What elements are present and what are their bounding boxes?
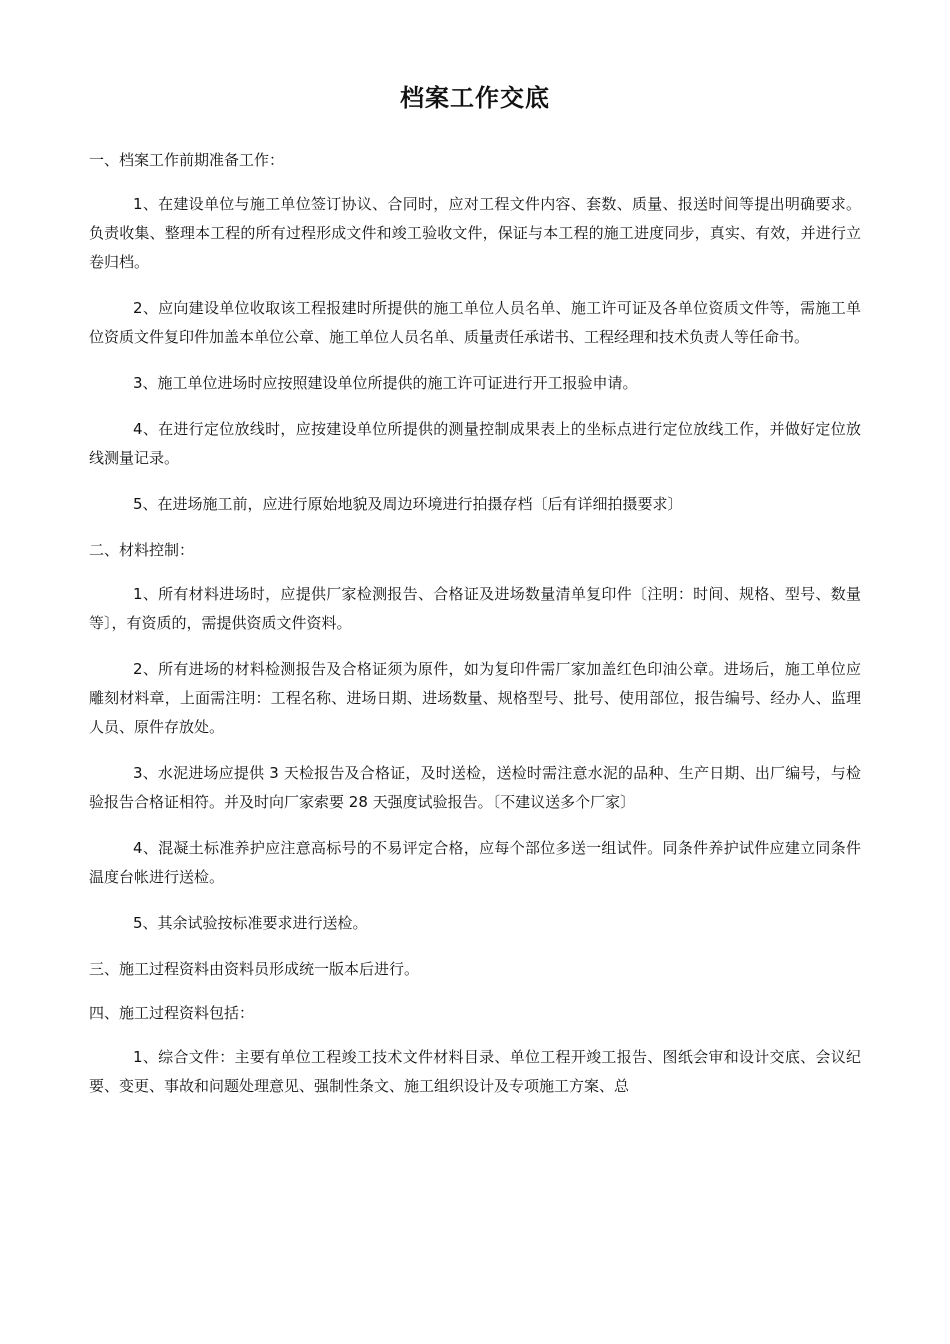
paragraph-item: 1、所有材料进场时，应提供厂家检测报告、合格证及进场数量清单复印件〔注明：时间、规格、型号、数量等〕，有资质的，需提供资质文件资料。 (89, 585, 861, 632)
paragraph-item: 5、其余试验按标准要求进行送检。 (133, 914, 368, 932)
paragraph-item: 3、水泥进场应提供 3 天检报告及合格证，及时送检，送检时需注意水泥的品种、生产日期、出厂编号，与检验报告合格证相符。并及时向厂家索要 28 天强度试验报告。〔不建议送多个厂家〕 (89, 764, 861, 811)
paragraph-item: 1、综合文件：主要有单位工程竣工技术文件材料目录、单位工程开竣工报告、图纸会审和设计交底、会议纪要、变更、事故和问题处理意见、强制性条文、施工组织设计及专项施工方案、总 (89, 1048, 861, 1095)
section-heading-process-contents: 四、施工过程资料包括： (89, 1004, 255, 1022)
document-title: 档案工作交底 (400, 84, 550, 112)
paragraph-item: 2、应向建设单位收取该工程报建时所提供的施工单位人员名单、施工许可证及各单位资质文件等，需施工单位资质文件复印件加盖本单位公章、施工单位人员名单、质量责任承诺书、工程经理和技术负责人等任命书。 (89, 299, 861, 346)
paragraph-item: 4、混凝土标准养护应注意高标号的不易评定合格，应每个部位多送一组试件。同条件养护试件应建立同条件温度台帐进行送检。 (89, 839, 861, 886)
paragraph-item: 5、在进场施工前，应进行原始地貌及周边环境进行拍摄存档〔后有详细拍摄要求〕 (133, 495, 683, 513)
section-heading-process-records: 三、施工过程资料由资料员形成统一版本后进行。 (89, 960, 420, 978)
paragraph-item: 2、所有进场的材料检测报告及合格证须为原件，如为复印件需厂家加盖红色印油公章。进场后，施工单位应雕刻材料章，上面需注明：工程名称、进场日期、进场数量、规格型号、批号、使用部位，报告编号、经办人、监理人员、原件存放处。 (89, 660, 861, 736)
paragraph-item: 3、施工单位进场时应按照建设单位所提供的施工许可证进行开工报验申请。 (133, 374, 638, 392)
section-heading-materials: 二、材料控制： (89, 541, 195, 559)
document-body (89, 146, 861, 1118)
paragraph-item: 4、在进行定位放线时，应按建设单位所提供的测量控制成果表上的坐标点进行定位放线工作，并做好定位放线测量记录。 (89, 420, 861, 467)
section-heading-preparation: 一、档案工作前期准备工作： (89, 151, 285, 169)
paragraph-item: 1、在建设单位与施工单位签订协议、合同时，应对工程文件内容、套数、质量、报送时间等提出明确要求。负责收集、整理本工程的所有过程形成文件和竣工验收文件，保证与本工程的施工进度同步，真实、有效，并进行立卷归档。 (89, 195, 861, 271)
